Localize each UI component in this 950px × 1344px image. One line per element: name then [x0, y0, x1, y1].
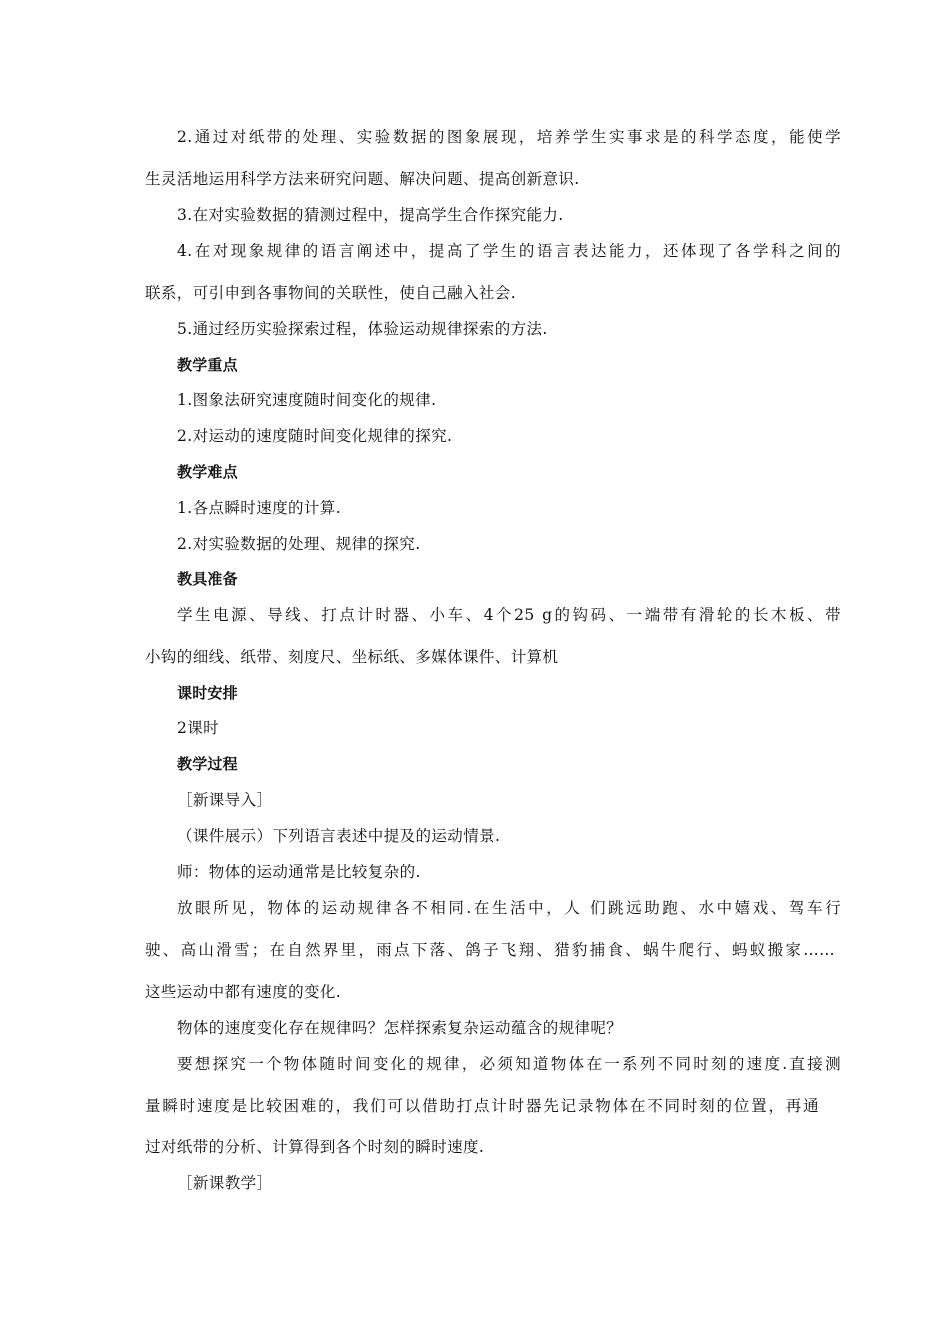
section-heading-process: 教学过程 — [177, 755, 238, 773]
paragraph-line: 4.在对现象规律的语言阐述中，提高了学生的语言表达能力，还体现了各学科之间的 — [177, 242, 841, 260]
paragraph-line: 要想探究一个物体随时间变化的规律，必须知道物体在一系列不同时刻的速度.直接测 — [177, 1055, 841, 1073]
paragraph-line: 联系，可引申到各事物间的关联性，使自己融入社会. — [145, 284, 517, 302]
paragraph-line: 学生电源、导线、打点计时器、小车、4个25 g的钩码、一端带有滑轮的长木板、带 — [177, 606, 841, 624]
paragraph-line: 过对纸带的分析、计算得到各个时刻的瞬时速度. — [145, 1138, 485, 1156]
paragraph-line: 驶、高山滑雪；在自然界里，雨点下落、鸽子飞翔、猎豹捕食、蜗牛爬行、蚂蚁搬家…… — [145, 941, 835, 959]
subsection-label-intro: ［新课导入］ — [177, 791, 273, 809]
paragraph-line: 2.对运动的速度随时间变化规律的探究. — [177, 427, 453, 445]
paragraph-line: 放眼所见，物体的运动规律各不相同.在生活中，人 们跳远助跑、水中嬉戏、驾车行 — [177, 899, 841, 917]
paragraph-line: （课件展示）下列语言表述中提及的运动情景. — [177, 827, 501, 845]
paragraph-line: 这些运动中都有速度的变化. — [145, 983, 342, 1001]
section-heading-difficulties: 教学难点 — [177, 463, 238, 481]
paragraph-line: 5.通过经历实验探索过程，体验运动规律探索的方法. — [177, 320, 548, 338]
paragraph-line: 1.图象法研究速度随时间变化的规律. — [177, 391, 437, 409]
section-heading-key-points: 教学重点 — [177, 356, 238, 374]
subsection-label-teaching: ［新课教学］ — [177, 1174, 273, 1192]
paragraph-line: 生灵活地运用科学方法来研究问题、解决问题、提高创新意识. — [145, 170, 580, 188]
paragraph-line: 小钩的细线、纸带、刻度尺、坐标纸、多媒体课件、计算机 — [145, 648, 559, 666]
paragraph-line: 2课时 — [177, 719, 220, 737]
section-heading-schedule: 课时安排 — [177, 684, 238, 702]
paragraph-line: 物体的速度变化存在规律吗？怎样探索复杂运动蕴含的规律呢？ — [177, 1019, 623, 1037]
paragraph-line: 1.各点瞬时速度的计算. — [177, 499, 342, 517]
paragraph-line: 师：物体的运动通常是比较复杂的. — [177, 863, 421, 881]
paragraph-line: 2.对实验数据的处理、规律的探究. — [177, 535, 421, 553]
paragraph-line: 量瞬时速度是比较困难的，我们可以借助打点计时器先记录物体在不同时刻的位置，再通 — [145, 1097, 819, 1115]
paragraph-line: 3.在对实验数据的猜测过程中，提高学生合作探究能力. — [177, 206, 564, 224]
section-heading-equipment: 教具准备 — [177, 570, 238, 588]
paragraph-line: 2.通过对纸带的处理、实验数据的图象展现，培养学生实事求是的科学态度，能使学 — [177, 128, 841, 146]
